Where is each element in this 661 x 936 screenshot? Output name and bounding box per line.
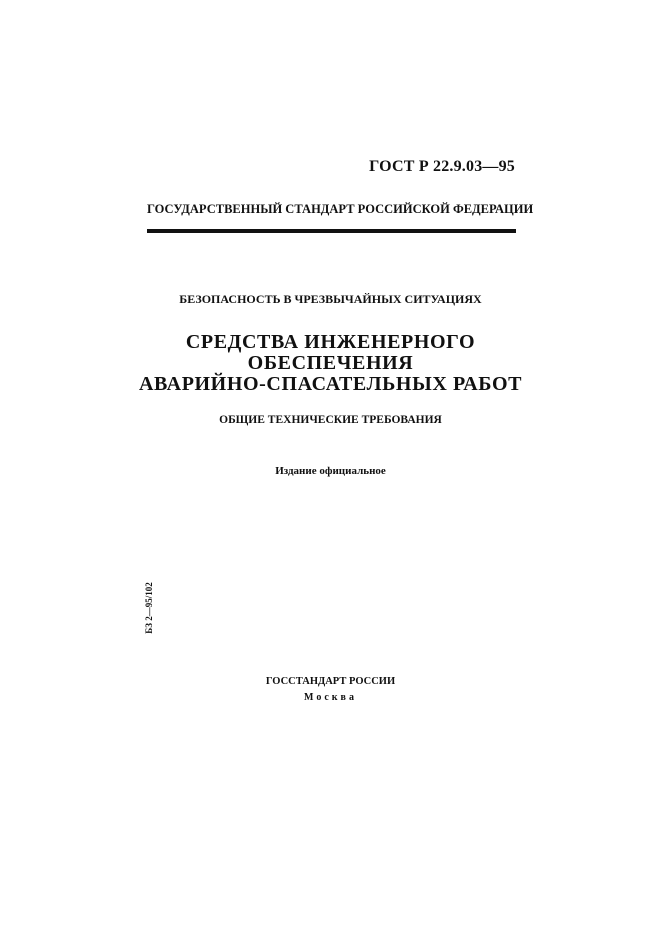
document-subtitle: ОБЩИЕ ТЕХНИЧЕСКИЕ ТРЕБОВАНИЯ xyxy=(219,414,442,426)
side-code: БЗ 2—95/102 xyxy=(144,582,154,634)
publisher: ГОССТАНДАРТ РОССИИ xyxy=(265,676,396,687)
standard-series: БЕЗОПАСНОСТЬ В ЧРЕЗВЫЧАЙНЫХ СИТУАЦИЯХ xyxy=(179,292,482,306)
header-divider-rule xyxy=(147,229,516,233)
publication-city: Москва xyxy=(304,692,357,703)
standard-number: ГОСТ Р 22.9.03—95 xyxy=(369,158,515,175)
document-title xyxy=(100,332,561,395)
document-title-line: СРЕДСТВА ИНЖЕНЕРНОГО xyxy=(185,331,476,353)
issuing-organization: ГОСУДАРСТВЕННЫЙ СТАНДАРТ РОССИЙСКОЙ ФЕДЕРАЦИИ xyxy=(147,202,534,216)
document-title-line: ОБЕСПЕЧЕНИЯ xyxy=(247,352,414,374)
document-title-line: АВАРИЙНО-СПАСАТЕЛЬНЫХ РАБОТ xyxy=(138,373,523,395)
edition-note: Издание официальное xyxy=(275,465,386,477)
